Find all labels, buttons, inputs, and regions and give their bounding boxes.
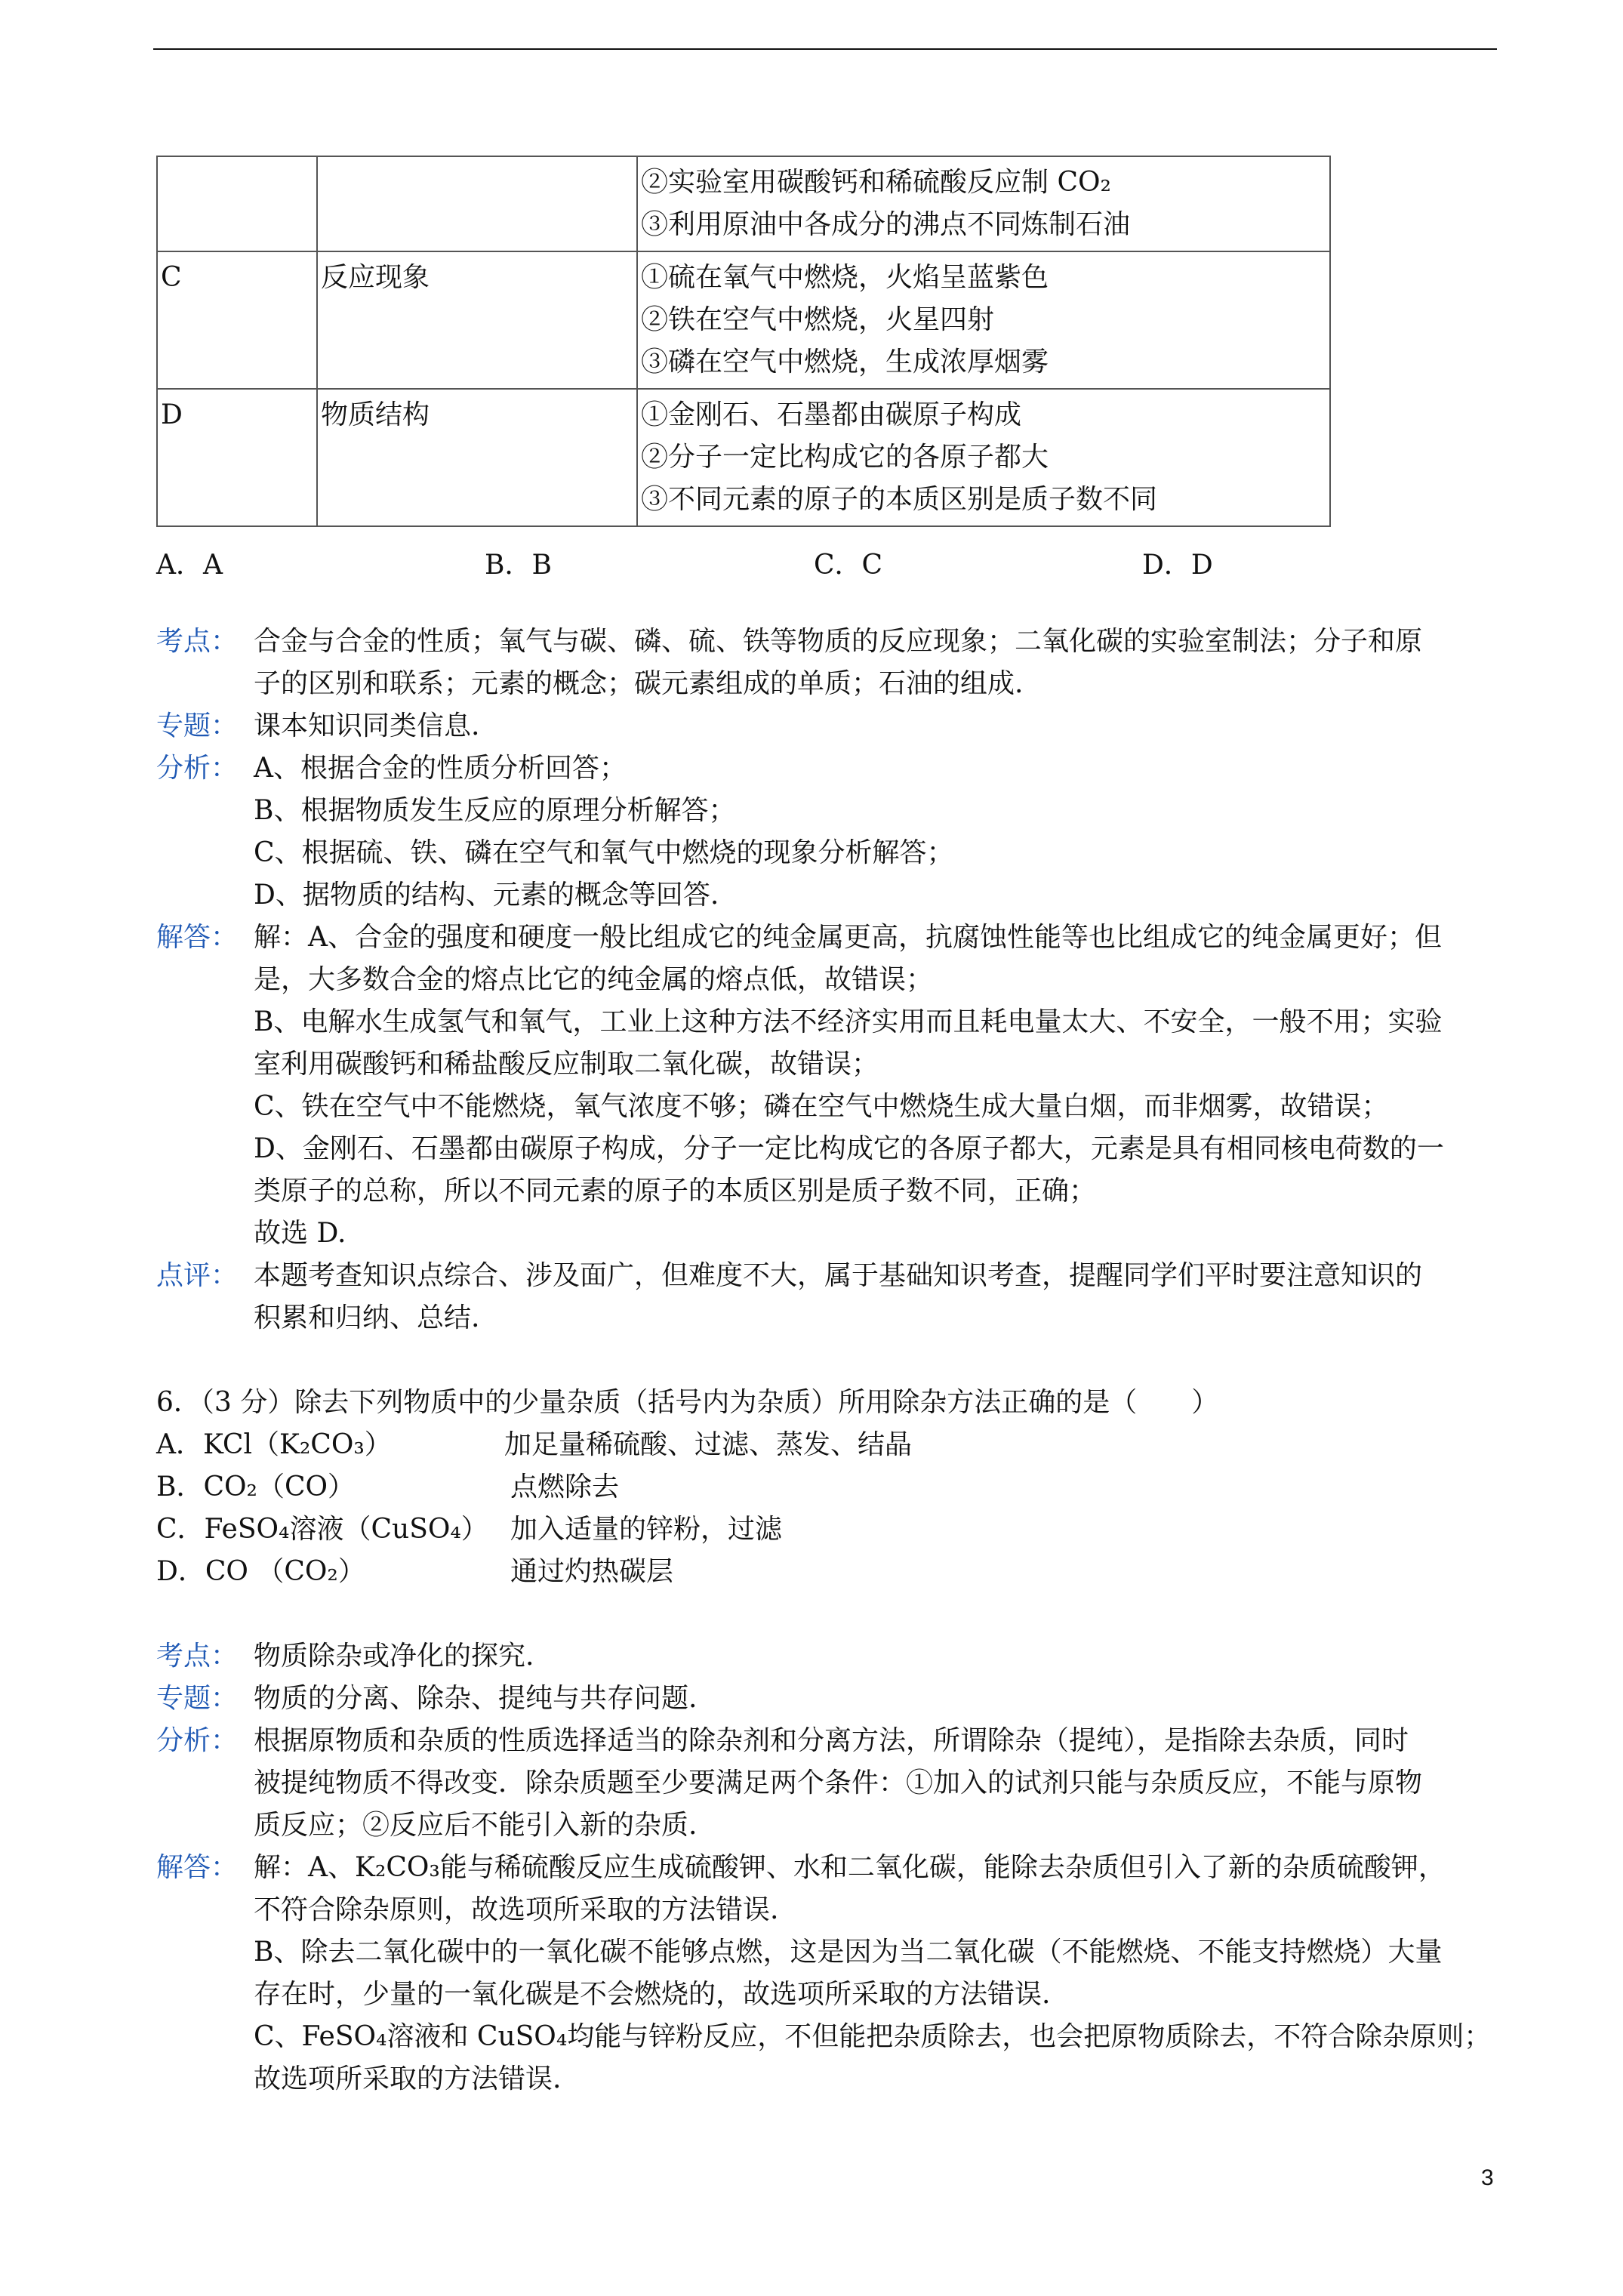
q6-option-d-label: D．CO （CO₂）	[156, 1556, 365, 1587]
table-line: ③不同元素的原子的本质区别是质子数不同	[641, 484, 1158, 515]
table-line: ②实验室用碳酸钙和稀硫酸反应制 CO₂	[641, 167, 1111, 198]
table-cell	[637, 156, 1330, 251]
table-row	[157, 389, 1330, 526]
header-rule	[153, 48, 1497, 50]
kaodian-label: 考点：	[156, 626, 239, 657]
q6-option-a-method: 加足量稀硫酸、过滤、蒸发、结晶	[504, 1429, 913, 1460]
jieda-text: B、电解水生成氢气和氧气，工业上这种方法不经济实用而且耗电量太大、不安全，一般不用；实验	[254, 1006, 1443, 1037]
jieda-text: C、铁在空气中不能燃烧，氧气浓度不够；磷在空气中燃烧生成大量白烟，而非烟雾，故错误；	[254, 1091, 1389, 1122]
jieda-text: C、FeSO₄溶液和 CuSO₄均能与锌粉反应，不但能把杂质除去，也会把原物质除去，不符合除杂原则；	[254, 2021, 1492, 2052]
table-cell: D	[157, 389, 317, 526]
table-cell	[637, 251, 1330, 389]
fenxi-text: A、根据合金的性质分析回答；	[254, 753, 627, 784]
option-c: C．C	[814, 550, 883, 581]
q6-option-c-method: 加入适量的锌粉，过滤	[510, 1514, 783, 1545]
zhuanti-label: 专题：	[156, 1683, 239, 1714]
table-row	[157, 156, 1330, 251]
fenxi-text: 被提纯物质不得改变．除杂质题至少要满足两个条件：①加入的试剂只能与杂质反应，不能与原物	[254, 1767, 1423, 1798]
table-line: ①金刚石、石墨都由碳原子构成	[641, 399, 1022, 430]
knowledge-table	[156, 156, 1331, 527]
table-cell	[317, 156, 637, 251]
jieda-text: 解：A、合金的强度和硬度一般比组成它的纯金属更高，抗腐蚀性能等也比组成它的纯金属更好；但	[254, 922, 1442, 953]
option-b: B．B	[485, 550, 552, 581]
fenxi-text: D、据物质的结构、元素的概念等回答.	[254, 880, 719, 911]
q6-option-d-method: 通过灼热碳层	[510, 1556, 674, 1587]
q6-option-b-method: 点燃除去	[510, 1472, 620, 1502]
zhuanti-text: 课本知识同类信息.	[254, 710, 480, 741]
dianping-text: 本题考查知识点综合、涉及面广，但难度不大，属于基础知识考查，提醒同学们平时要注意知识的	[254, 1260, 1423, 1291]
kaodian-text: 合金与合金的性质；氧气与碳、磷、硫、铁等物质的反应现象；二氧化碳的实验室制法；分子和原	[254, 626, 1423, 657]
question-6-stem: 6．（3 分）除去下列物质中的少量杂质（括号内为杂质）所用除杂方法正确的是（ ）	[156, 1387, 1219, 1418]
page-number: 3	[1481, 2165, 1494, 2190]
table-cell	[637, 389, 1330, 526]
jieda-text: 故选项所采取的方法错误.	[254, 2063, 562, 2094]
zhuanti-label: 专题：	[156, 710, 239, 741]
jieda-label: 解答：	[156, 1852, 239, 1883]
q6-option-c-label: C．FeSO₄溶液（CuSO₄）	[156, 1514, 488, 1545]
table-cell	[157, 156, 317, 251]
option-a: A．A	[156, 550, 223, 581]
dianping-label: 点评：	[156, 1260, 239, 1291]
table-line: ③磷在空气中燃烧，生成浓厚烟雾	[641, 347, 1049, 378]
kaodian-text: 物质除杂或净化的探究.	[254, 1641, 534, 1672]
fenxi-label: 分析：	[156, 1725, 239, 1756]
table-line: ②分子一定比构成它的各原子都大	[641, 442, 1049, 473]
q6-option-b-label: B．CO₂（CO）	[156, 1472, 356, 1502]
table-row	[157, 251, 1330, 389]
jieda-label: 解答：	[156, 922, 239, 953]
fenxi-text: B、根据物质发生反应的原理分析解答；	[254, 795, 736, 826]
fenxi-text: C、根据硫、铁、磷在空气和氧气中燃烧的现象分析解答；	[254, 837, 954, 868]
jieda-text: 解：A、K₂CO₃能与稀硫酸反应生成硫酸钾、水和二氧化碳，能除去杂质但引入了新的杂质硫酸钾，	[254, 1852, 1446, 1883]
jieda-text: 室利用碳酸钙和稀盐酸反应制取二氧化碳，故错误；	[254, 1049, 879, 1080]
table-cell: C	[157, 251, 317, 389]
table-line: ①硫在氧气中燃烧，火焰呈蓝紫色	[641, 262, 1049, 293]
jieda-text: 不符合除杂原则，故选项所采取的方法错误.	[254, 1894, 779, 1925]
kaodian-label: 考点：	[156, 1641, 239, 1672]
kaodian-text: 子的区别和联系；元素的概念；碳元素组成的单质；石油的组成.	[254, 668, 1024, 699]
table-cell: 反应现象	[317, 251, 637, 389]
jieda-text: 故选 D.	[254, 1218, 346, 1249]
table-line: ②铁在空气中燃烧，火星四射	[641, 304, 995, 335]
jieda-text: 是，大多数合金的熔点比它的纯金属的熔点低，故错误；	[254, 964, 934, 995]
fenxi-text: 根据原物质和杂质的性质选择适当的除杂剂和分离方法，所谓除杂（提纯），是指除去杂质，同时	[254, 1725, 1409, 1756]
fenxi-text: 质反应；②反应后不能引入新的杂质.	[254, 1810, 698, 1841]
jieda-text: 存在时，少量的一氧化碳是不会燃烧的，故选项所采取的方法错误.	[254, 1979, 1051, 2010]
jieda-text: B、除去二氧化碳中的一氧化碳不能够点燃，这是因为当二氧化碳（不能燃烧、不能支持燃烧）大量	[254, 1937, 1443, 1968]
jieda-text: 类原子的总称，所以不同元素的原子的本质区别是质子数不同，正确；	[254, 1176, 1097, 1207]
q6-option-a-label: A．KCl（K₂CO₃）	[156, 1429, 392, 1460]
table-cell: 物质结构	[317, 389, 637, 526]
dianping-text: 积累和归纳、总结.	[254, 1302, 480, 1333]
option-d: D．D	[1142, 550, 1213, 581]
table-line: ③利用原油中各成分的沸点不同炼制石油	[641, 209, 1131, 240]
zhuanti-text: 物质的分离、除杂、提纯与共存问题.	[254, 1683, 698, 1714]
jieda-text: D、金刚石、石墨都由碳原子构成，分子一定比构成它的各原子都大，元素是具有相同核电荷数的一	[254, 1133, 1444, 1164]
fenxi-label: 分析：	[156, 753, 239, 784]
